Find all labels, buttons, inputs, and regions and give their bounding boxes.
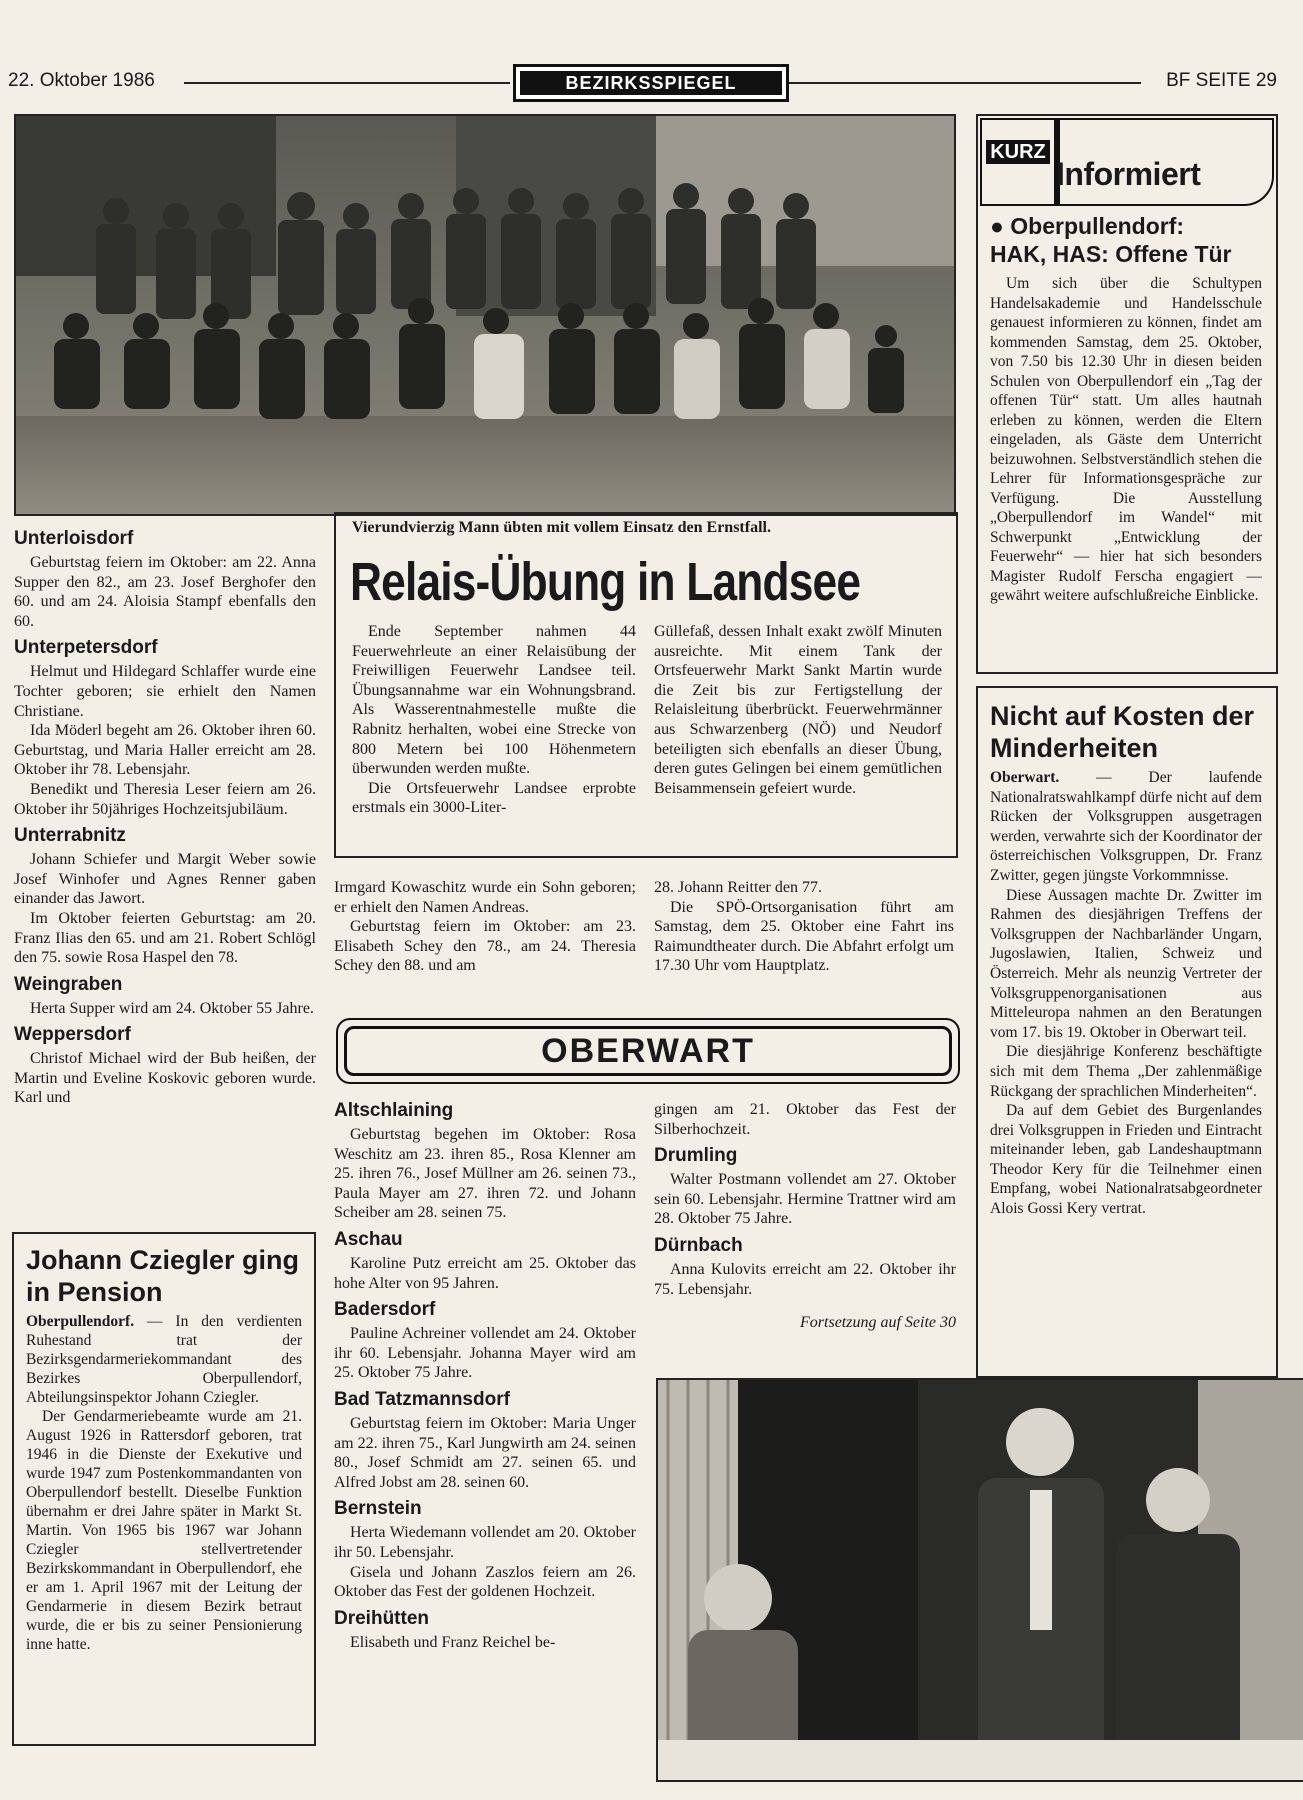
oberwart-column-2	[654, 1100, 956, 1333]
news-paragraph: Gisela und Johann Zaszlos feiern am 26. Oktober das Fest der goldenen Hochzeit.	[334, 1563, 636, 1601]
kurz-headline	[990, 212, 1270, 268]
issue-date: 22. Oktober 1986	[8, 70, 155, 91]
relais-paragraph: Ende September nahmen 44 Feuerwehrleute an einer Relaisübung der Freiwilligen Feuerwehr Landsee teil. Übungsannahme war ein Wohnungsbrand. Als Wasserentnahmestelle mußte die Rabnitz herhalten, wobei eine Strecke von 800 Metern bei 100 Höhenmetern überwunden werden mußte.	[352, 623, 636, 778]
news-paragraph: gingen am 21. Oktober das Fest der Silberhochzeit.	[654, 1101, 956, 1138]
news-paragraph: Die SPÖ-Ortsorganisation führt am Samstag, dem 25. Oktober eine Fahrt ins Raimundtheater durch. Die Abfahrt erfolgt um 17.30 Uhr vom Hauptplatz.	[654, 898, 954, 975]
kurz-body	[990, 274, 1262, 606]
reception-photo	[656, 1378, 1303, 1782]
group-photo-image	[16, 116, 954, 514]
news-paragraph: 28. Johann Reitter den 77.	[654, 879, 822, 896]
minderheiten-paragraph: Diese Aussagen machte Dr. Zwitter im Rahmen des diesjährigen Treffens der Volksgruppen der Nachbarländer Ungarn, Jugoslawien, Italien, Schweiz und Österreich. Mehr als neunzig Vertreter der Volksgruppenorganisationen aus Mitteleuropa nahmen an den Beratungen vom 17. bis 19. Oktober in Oberwart teil.	[990, 886, 1262, 1041]
relais-photo-caption: Vierundvierzig Mann übten mit vollem Einsatz den Ernstfall.	[352, 519, 771, 536]
kurz-headline-line-1: ● Oberpullendorf:	[990, 213, 1185, 239]
relais-column-2	[654, 622, 942, 798]
page-number: BF SEITE 29	[1166, 70, 1277, 91]
pension-body	[26, 1312, 302, 1654]
header-rule-left	[184, 82, 510, 84]
section-heading: Dürnbach	[654, 1234, 743, 1256]
oberwart-column-1	[334, 1100, 636, 1652]
kurz-label: KURZ	[986, 140, 1050, 164]
section-heading: Unterloisdorf	[14, 528, 134, 549]
continued-note: Fortsetzung auf Seite 30	[800, 1314, 956, 1332]
news-paragraph: Irmgard Kowaschitz wurde ein Sohn geboren; er erhielt den Namen Andreas.	[334, 879, 636, 916]
section-heading: Unterpetersdorf	[14, 637, 158, 659]
oberwart-banner: OBERWART	[344, 1026, 952, 1076]
section-title: BEZIRKSSPIEGEL	[520, 71, 782, 95]
news-paragraph: Benedikt und Theresia Leser feiern am 26. Oktober ihr 50jähriges Hochzeitsjubiläum.	[14, 780, 316, 818]
minderheiten-paragraph: — Der laufende Nationalratswahlkampf dürfe nicht auf dem Rücken der Volksgruppen ausgetragen werden, verwahrte sich der Koordinator der österreichischen Volksgruppen, Dr. Franz Zwitter, gegen jüngste Vorkommnisse.	[990, 769, 1262, 884]
fire-brigade-group-photo	[14, 114, 956, 516]
news-paragraph: Anna Kulovits erreicht am 22. Oktober ihr 75. Lebensjahr.	[654, 1260, 956, 1298]
continuation-column-1	[334, 878, 636, 976]
section-heading: Badersdorf	[334, 1299, 436, 1321]
news-paragraph: Walter Postmann vollendet am 27. Oktober sein 60. Lebensjahr. Hermine Trattner wird am 28. Oktober 75 Jahre.	[654, 1171, 956, 1228]
pension-dateline: Oberpullendorf.	[26, 1313, 135, 1330]
relais-headline: Relais-Übung in Landsee	[350, 552, 861, 612]
section-heading: Bad Tatzmannsdorf	[334, 1388, 510, 1410]
news-paragraph: Im Oktober feierten Geburtstag: am 20. Franz Ilias den 65. und am 21. Robert Schlögl den 75. sowie Rosa Haspel den 78.	[14, 909, 316, 967]
reception-photo-image	[658, 1380, 1303, 1780]
news-paragraph: Herta Wiedemann vollendet am 20. Oktober ihr 50. Lebensjahr.	[334, 1524, 636, 1561]
continuation-column-2	[654, 878, 954, 976]
minderheiten-dateline: Oberwart.	[990, 769, 1060, 786]
informiert-label: Informiert	[1056, 156, 1201, 192]
news-paragraph: Herta Supper wird am 24. Oktober 55 Jahre.	[30, 999, 314, 1017]
relais-column-1	[352, 622, 636, 818]
news-paragraph: Geburtstag begehen im Oktober: Rosa Weschitz am 23. ihren 85., Rosa Klenner am 25. ihren 76., Josef Müllner am 26. seinen 73., Paula Mayer am 27. ihren 72. und Johann Scheiber am 28. seinen 75.	[334, 1126, 636, 1222]
news-paragraph: Elisabeth und Franz Reichel be-	[350, 1633, 556, 1651]
section-heading: Weppersdorf	[14, 1024, 131, 1046]
left-column-news	[14, 528, 316, 1108]
section-heading: Altschlaining	[334, 1100, 454, 1121]
kurz-informiert-logo	[980, 118, 1274, 206]
header-rule-right	[786, 82, 1141, 84]
news-paragraph: Ida Möderl begeht am 26. Oktober ihren 60. Geburtstag, und Maria Haller erreicht am 28. Oktober ihr 78. Lebensjahr.	[14, 722, 316, 779]
minderheiten-headline: Nicht auf Kosten der Minderheiten	[990, 701, 1255, 763]
pension-paragraph: Der Gendarmeriebeamte wurde am 21. August 1926 in Rattersdorf geboren, trat 1946 in die Dienste der Exekutive und wurde 1947 zum Postenkommandanten von Oberpullendorf bestellt. Dieselbe Funktion übernahm er drei Jahre später in Markt St. Martin. Von 1965 bis 1967 war Johann Cziegler stellvertretender Bezirkskommandant in Oberpullendorf, ehe er am 1. April 1967 mit der Leitung der Gendarmerie in diesem Bezirk betraut wurde, die er bis zu seiner Pensionierung inne hatte.	[26, 1408, 302, 1653]
section-heading: Drumling	[654, 1145, 738, 1167]
news-paragraph: Johann Schiefer und Margit Weber sowie Josef Winhofer und Agnes Renner gaben einander das Jawort.	[14, 851, 316, 908]
news-paragraph: Karoline Putz erreicht am 25. Oktober das hohe Alter von 95 Jahren.	[334, 1254, 636, 1292]
pension-headline: Johann Cziegler ging in Pension	[26, 1245, 300, 1307]
minderheiten-paragraph: Die diesjährige Konferenz beschäftigte sich mit dem Thema „Der zahlenmäßige Rückgang der sprachlichen Minderheiten“.	[990, 1043, 1262, 1100]
news-paragraph: Geburtstag feiern im Oktober: Maria Unger am 22. ihren 75., Karl Jungwirth am 24. seinen 80., Josef Schmidt am 27. seinen 65. und Alfred Jobst am 28. seinen 60.	[334, 1414, 636, 1491]
section-heading: Dreihütten	[334, 1607, 429, 1629]
oberwart-banner-frame	[336, 1018, 960, 1084]
pension-paragraph: — In den verdienten Ruhestand trat der Bezirksgendarmeriekommandant des Bezirkes Oberpullendorf, Abteilungsinspektor Johann Cziegler.	[26, 1313, 302, 1406]
minderheiten-paragraph: Da auf dem Gebiet des Burgenlandes drei Volksgruppen in Frieden und Eintracht miteinander leben, gab Landeshauptmann Theodor Kery für die Teilnehmer einen Empfang, wobei Nationalratsabgeordneter Alois Gossi Kery vertrat.	[990, 1102, 1262, 1218]
news-paragraph: Geburtstag feiern im Oktober: am 22. Anna Supper den 82., am 23. Josef Berghofer den 60. und am 24. Aloisia Stampf ebenfalls den 60.	[14, 554, 316, 630]
section-heading: Weingraben	[14, 973, 123, 995]
minderheiten-body	[990, 768, 1262, 1219]
section-heading: Unterrabnitz	[14, 825, 126, 847]
kurz-headline-line-2: HAK, HAS: Offene Tür	[990, 241, 1232, 267]
section-masthead	[513, 64, 789, 102]
news-paragraph: Geburtstag feiern im Oktober: am 23. Elisabeth Schey den 78., am 24. Theresia Schey den 88. und am	[334, 918, 636, 975]
news-paragraph: Pauline Achreiner vollendet am 24. Oktober ihr 60. Lebensjahr. Johanna Mayer wird am 25. Oktober 75 Jahre.	[334, 1325, 636, 1382]
section-heading: Aschau	[334, 1228, 403, 1250]
section-heading: Bernstein	[334, 1498, 422, 1520]
kurz-paragraph: Um sich über die Schultypen Handelsakademie und Handelsschule genauest informieren zu können, findet am kommenden Samstag, dem 25. Oktober, von 7.50 bis 12.30 Uhr in diesen beiden Schulen von Oberpullendorf ein „Tag der offenen Tür“ statt. Um alles hautnah erleben zu können, werden die Eltern eingeladen, als Gäste dem Unterricht beizuwohnen. Selbstverständlich stehen die Lehrer für Informationsgespräche zur Verfügung. Die Ausstellung „Oberpullendorf im Wandel“ mit Schwerpunkt „Entwicklung der Feuerwehr“ — hier hat sich besonders Magister Rudolf Ferscha engagiert — gewährt weitere aufschlußreiche Einblicke.	[990, 275, 1262, 604]
relais-paragraph: Die Ortsfeuerwehr Landsee erprobte erstmals ein 3000-Liter-	[352, 779, 636, 817]
news-paragraph: Helmut und Hildegard Schlaffer wurde eine Tochter geboren; sie erhielt den Namen Christiane.	[14, 663, 316, 720]
news-paragraph: Christof Michael wird der Bub heißen, der Martin und Eveline Koskovic geboren wurde. Karl und	[14, 1050, 316, 1107]
relais-paragraph: Güllefaß, dessen Inhalt exakt zwölf Minuten ausreichte. Mit einem Tank der Ortsfeuerwehr Markt Sankt Martin wurde die Zeit bis zur Fertigstellung der Relaisleitung überbrückt. Feuerwehrmänner aus Schwarzenberg (NÖ) und Neudorf beteiligten sich ebenfalls an dieser Übung, deren gutes Gelingen bei einem gemütlichen Beisammensein gefeiert wurde.	[654, 623, 942, 797]
